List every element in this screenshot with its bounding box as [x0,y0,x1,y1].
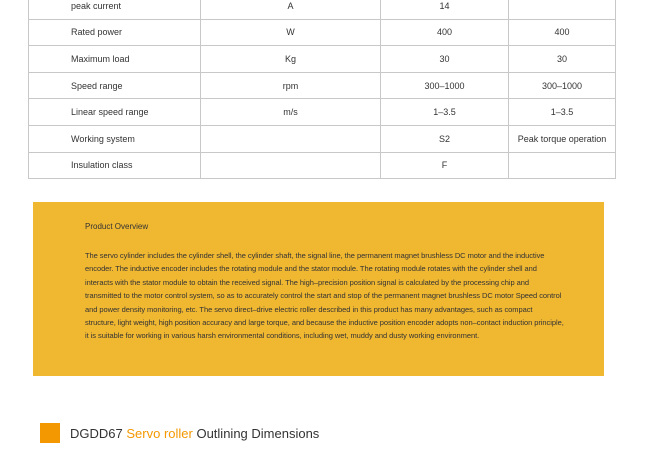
spec-table [28,0,616,179]
value2-cell [509,152,616,179]
section-title [40,423,319,443]
param-cell: Insulation class [29,152,201,179]
value2-cell: 400 [509,19,616,46]
value2-cell: 30 [509,46,616,73]
value2-cell: Peak torque operation [509,125,616,152]
value2-cell [509,0,616,19]
unit-cell [201,152,381,179]
table-row [29,99,616,126]
param-cell: Maximum load [29,46,201,73]
value1-cell: 400 [381,19,509,46]
param-cell: Rated power [29,19,201,46]
table-row [29,0,616,19]
table-row [29,46,616,73]
value1-cell: 300–1000 [381,72,509,99]
table-row [29,152,616,179]
title-accent: Servo roller [126,425,193,441]
overview-body: The servo cylinder includes the cylinder shell, the cylinder shaft, the signal line, the permanent magnet brushless DC motor and the inductive encoder. The inductive encoder includes the rotating module and the stator module. The rotating module rotates with the cylinder shell and interacts with the stator module to obtain the received signal. The high–precision position signal is calculated by the processing chip and transmitted to the motor control system, so as to accurately control the start and stop of the permanent magnet brushless DC motor Speed control and power density monitoring, etc. The servo direct–drive electric roller described in this product has many advantages, such as compact structure, light weight, high position accuracy and large torque, and because the inductive position encoder adopts non–contact induction principle, it is suitable for working in various harsh environmental conditions, including wet, muddy and dusty working environment. [85,251,564,341]
value2-cell: 300–1000 [509,72,616,99]
param-cell: peak current [29,0,201,19]
unit-cell: rpm [201,72,381,99]
param-cell: Working system [29,125,201,152]
unit-cell: A [201,0,381,19]
value1-cell: 1–3.5 [381,99,509,126]
overview-heading: Product Overview [85,222,149,231]
value2-cell: 1–3.5 [509,99,616,126]
table-row [29,125,616,152]
section-title-text [70,426,319,441]
unit-cell: m/s [201,99,381,126]
unit-cell [201,125,381,152]
param-cell: Speed range [29,72,201,99]
title-rest: Outlining Dimensions [196,425,320,441]
param-cell: Linear speed range [29,99,201,126]
unit-cell: W [201,19,381,46]
unit-cell: Kg [201,46,381,73]
table-row [29,72,616,99]
value1-cell: 14 [381,0,509,19]
value1-cell: 30 [381,46,509,73]
value1-cell: F [381,152,509,179]
orange-square-icon [40,423,60,443]
product-overview-panel [33,202,604,376]
table-row [29,19,616,46]
value1-cell: S2 [381,125,509,152]
title-model: DGDD67 [70,425,123,441]
